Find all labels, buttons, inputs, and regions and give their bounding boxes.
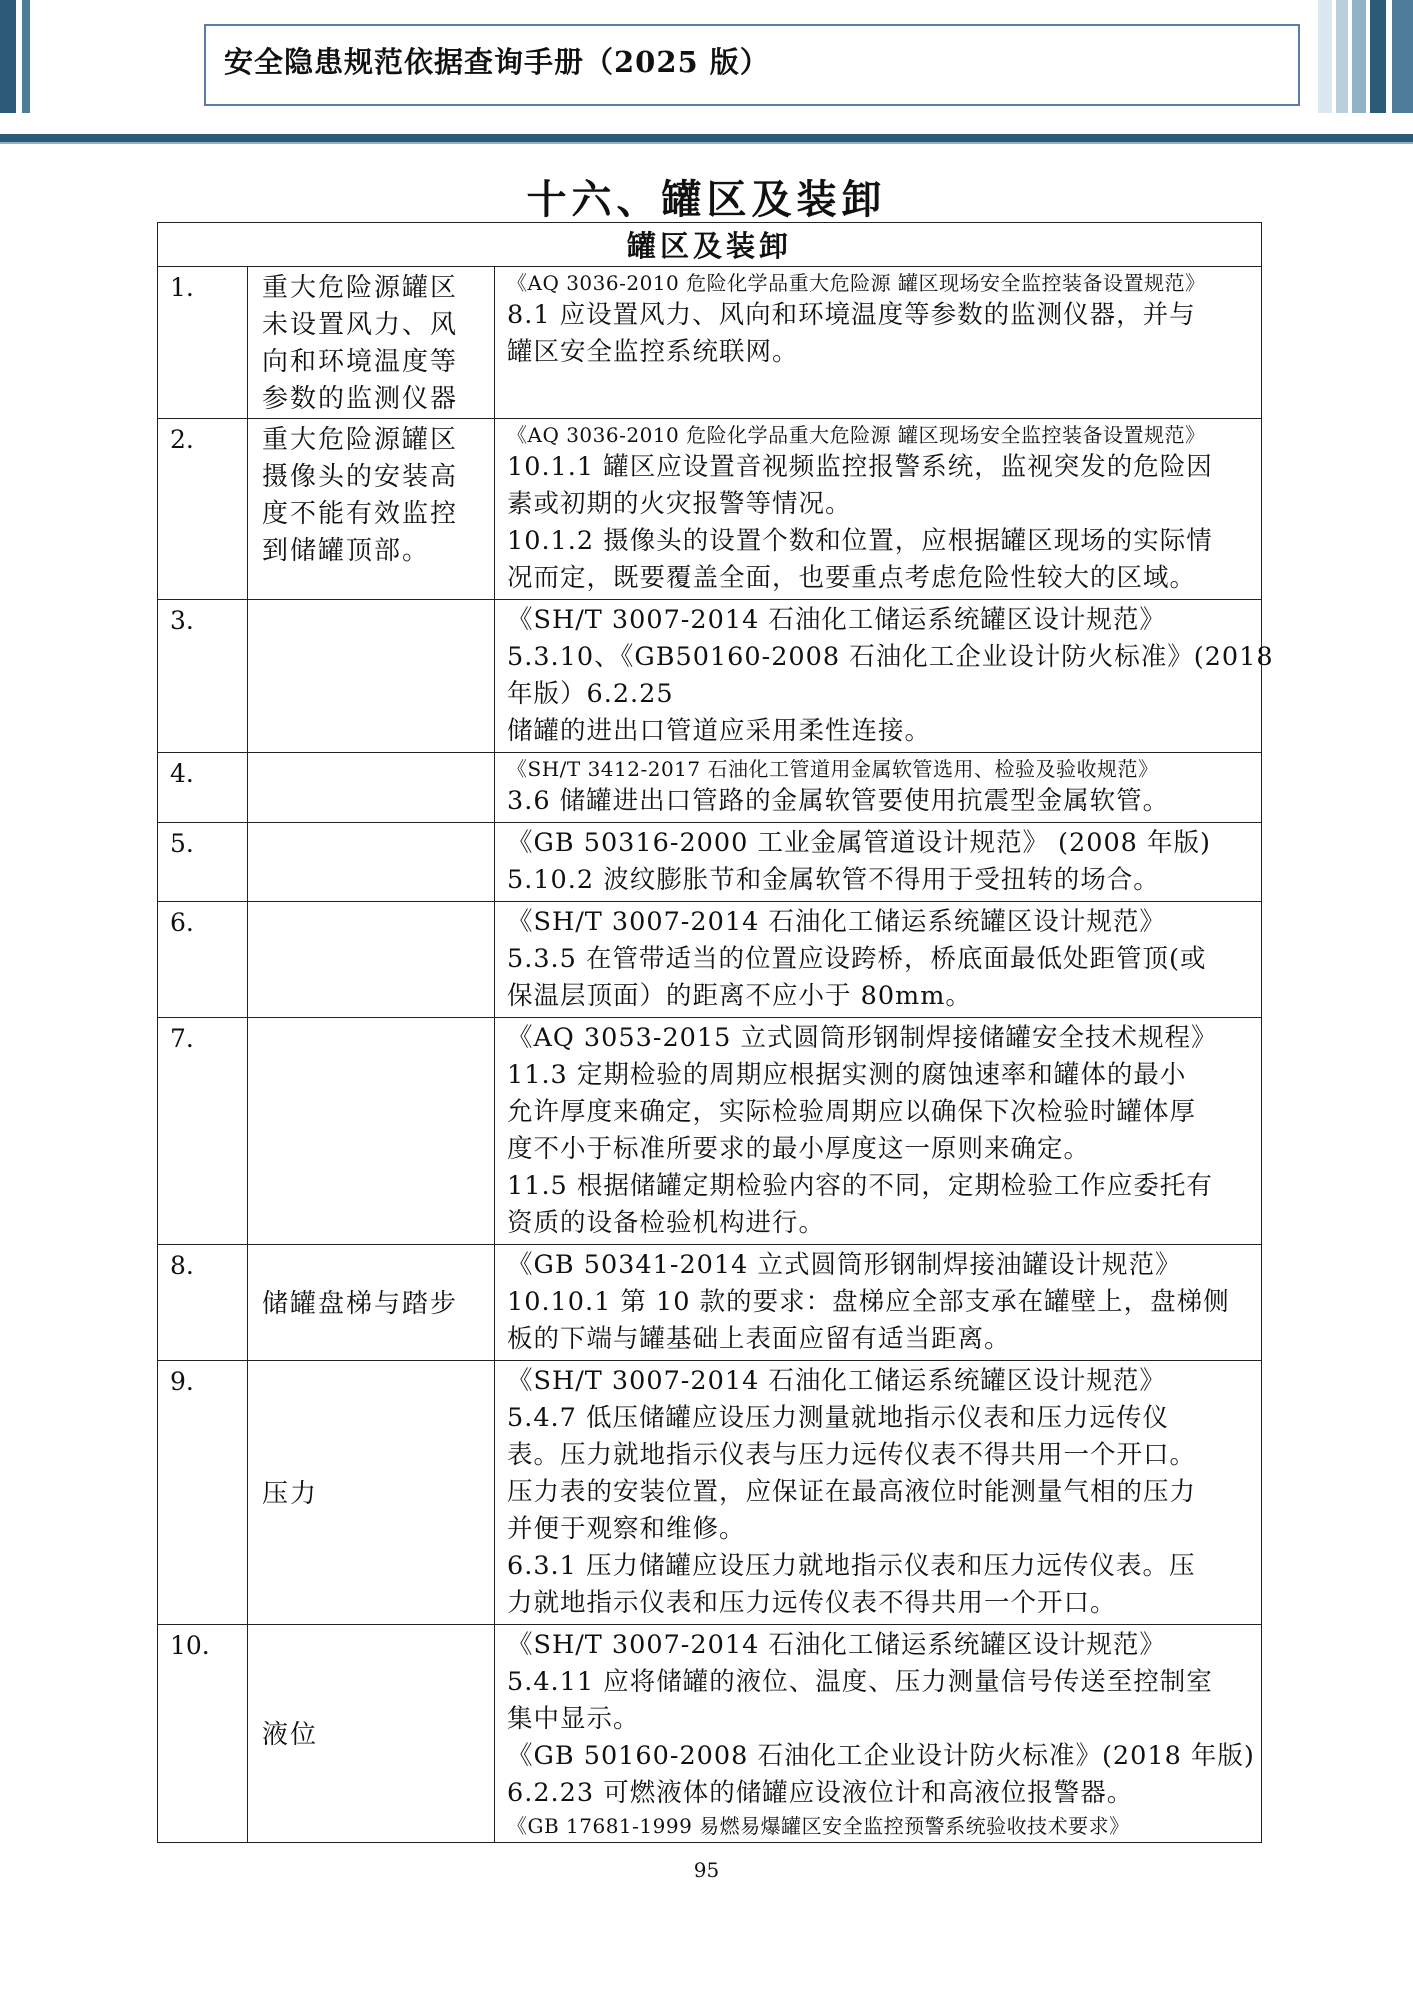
regulation-basis — [495, 823, 1262, 902]
regulation-basis — [495, 1361, 1262, 1625]
clause-text: 并便于观察和维修。 — [507, 1514, 746, 1544]
clause-text: 10.10.1 第 10 款的要求：盘梯应全部支承在罐壁上，盘梯侧 — [507, 1287, 1230, 1317]
page-number: 95 — [693, 1858, 720, 1882]
standard-reference: 《AQ 3036-2010 危险化学品重大危险源 罐区现场安全监控装备设置规范》 — [507, 423, 1206, 447]
clause-text: 5.3.10、《GB50160-2008 石油化工企业设计防火标准》(2018 — [507, 642, 1274, 672]
row-number: 9. — [158, 1361, 248, 1625]
hazard-description: 重大危险源罐区摄像头的安装高度不能有效监控到储罐顶部。 — [248, 419, 495, 600]
row-number: 10. — [158, 1625, 248, 1843]
row-number: 2. — [158, 419, 248, 600]
clause-text: 允许厚度来确定，实际检验周期应以确保下次检验时罐体厚 — [507, 1097, 1197, 1127]
clause-text: 11.5 根据储罐定期检验内容的不同，定期检验工作应委托有 — [507, 1171, 1213, 1201]
clause-text: 年版）6.2.25 — [507, 679, 674, 709]
clause-text: 6.3.1 压力储罐应设压力就地指示仪表和压力远传仪表。压 — [507, 1551, 1196, 1581]
row-number: 6. — [158, 902, 248, 1018]
hazard-description — [248, 753, 495, 823]
table-row — [158, 1245, 1262, 1361]
row-number: 1. — [158, 267, 248, 419]
clause-text: 5.3.5 在管带适当的位置应设跨桥，桥底面最低处距管顶(或 — [507, 944, 1207, 974]
clause-text: 3.6 储罐进出口管路的金属软管要使用抗震型金属软管。 — [507, 786, 1170, 816]
section-title: 十六、罐区及装卸 — [526, 176, 887, 223]
table-row — [158, 419, 1262, 600]
regulation-basis — [495, 600, 1274, 753]
row-number: 7. — [158, 1018, 248, 1245]
standard-reference: 《SH/T 3412-2017 石油化工管道用金属软管选用、检验及验收规范》 — [507, 757, 1159, 781]
clause-text: 《GB 50160-2008 石油化工企业设计防火标准》(2018 年版) — [507, 1741, 1255, 1771]
regulation-basis — [495, 1018, 1262, 1245]
row-number: 3. — [158, 600, 248, 753]
hazard-description — [248, 600, 495, 753]
clause-text: 力就地指示仪表和压力远传仪表不得共用一个开口。 — [507, 1588, 1117, 1618]
clause-text: 10.1.2 摄像头的设置个数和位置，应根据罐区现场的实际情 — [507, 526, 1213, 556]
clause-text: 储罐的进出口管道应采用柔性连接。 — [507, 716, 932, 746]
row-number: 8. — [158, 1245, 248, 1361]
hazard-description: 压力 — [248, 1361, 495, 1625]
standard-reference: 《GB 17681-1999 易燃易爆罐区安全监控预警系统验收技术要求》 — [507, 1814, 1130, 1838]
clause-text: 板的下端与罐基础上表面应留有适当距离。 — [507, 1324, 1011, 1354]
row-number: 4. — [158, 753, 248, 823]
clause-text: 5.4.11 应将储罐的液位、温度、压力测量信号传送至控制室 — [507, 1667, 1213, 1697]
hazard-description: 液位 — [248, 1625, 495, 1843]
standard-reference: 《SH/T 3007-2014 石油化工储运系统罐区设计规范》 — [507, 907, 1166, 937]
regulation-basis — [495, 267, 1262, 419]
clause-text: 表。压力就地指示仪表与压力远传仪表不得共用一个开口。 — [507, 1440, 1197, 1470]
standard-reference: 《GB 50316-2000 工业金属管道设计规范》 (2008 年版) — [507, 828, 1211, 858]
table-row — [158, 753, 1262, 823]
standard-reference: 《SH/T 3007-2014 石油化工储运系统罐区设计规范》 — [507, 1630, 1166, 1660]
clause-text: 资质的设备检验机构进行。 — [507, 1208, 826, 1238]
manual-title: 安全隐患规范依据查询手册（2025 版） — [224, 45, 770, 79]
standard-reference: 《GB 50341-2014 立式圆筒形钢制焊接油罐设计规范》 — [507, 1250, 1182, 1280]
table-caption: 罐区及装卸 — [158, 223, 1262, 267]
clause-text: 保温层顶面）的距离不应小于 80mm。 — [507, 981, 972, 1011]
clause-text: 压力表的安装位置，应保证在最高液位时能测量气相的压力 — [507, 1477, 1197, 1507]
header-rule — [0, 134, 1413, 142]
header-box — [204, 24, 1300, 106]
standard-reference: 《AQ 3053-2015 立式圆筒形钢制焊接储罐安全技术规程》 — [507, 1023, 1218, 1053]
hazard-description — [248, 902, 495, 1018]
table-row — [158, 600, 1262, 753]
standard-reference: 《SH/T 3007-2014 石油化工储运系统罐区设计规范》 — [507, 605, 1166, 635]
regulation-basis — [495, 902, 1262, 1018]
standard-reference: 《SH/T 3007-2014 石油化工储运系统罐区设计规范》 — [507, 1366, 1166, 1396]
clause-text: 况而定，既要覆盖全面，也要重点考虑危险性较大的区域。 — [507, 563, 1197, 593]
hazard-description — [248, 823, 495, 902]
hazard-description — [248, 1018, 495, 1245]
clause-text: 5.10.2 波纹膨胀节和金属软管不得用于受扭转的场合。 — [507, 865, 1160, 895]
regulation-basis — [495, 419, 1262, 600]
clause-text: 6.2.23 可燃液体的储罐应设液位计和高液位报警器。 — [507, 1778, 1134, 1808]
clause-text: 集中显示。 — [507, 1704, 640, 1734]
row-number: 5. — [158, 823, 248, 902]
table-row — [158, 267, 1262, 419]
table-row — [158, 823, 1262, 902]
table-caption-row — [158, 223, 1262, 267]
table-row — [158, 1361, 1262, 1625]
regulation-basis — [495, 1625, 1262, 1843]
clause-text: 度不小于标准所要求的最小厚度这一原则来确定。 — [507, 1134, 1091, 1164]
table-row — [158, 1018, 1262, 1245]
clause-text: 罐区安全监控系统联网。 — [507, 337, 799, 367]
table-body — [158, 267, 1274, 1843]
table-row — [158, 1625, 1262, 1843]
clause-text: 10.1.1 罐区应设置音视频监控报警系统，监视突发的危险因 — [507, 452, 1213, 482]
clause-text: 素或初期的火灾报警等情况。 — [507, 489, 852, 519]
table-row — [158, 902, 1262, 1018]
clause-text: 11.3 定期检验的周期应根据实测的腐蚀速率和罐体的最小 — [507, 1060, 1187, 1090]
regulation-basis — [495, 753, 1262, 823]
hazard-description: 重大危险源罐区未设置风力、风向和环境温度等参数的监测仪器 — [248, 267, 495, 419]
regulation-basis — [495, 1245, 1262, 1361]
standard-reference: 《AQ 3036-2010 危险化学品重大危险源 罐区现场安全监控装备设置规范》 — [507, 271, 1206, 295]
header-rule-light — [0, 142, 1413, 144]
clause-text: 8.1 应设置风力、风向和环境温度等参数的监测仪器，并与 — [507, 300, 1196, 330]
clause-text: 5.4.7 低压储罐应设压力测量就地指示仪表和压力远传仪 — [507, 1403, 1169, 1433]
regulation-table — [157, 222, 1274, 1843]
hazard-description: 储罐盘梯与踏步 — [248, 1245, 495, 1361]
